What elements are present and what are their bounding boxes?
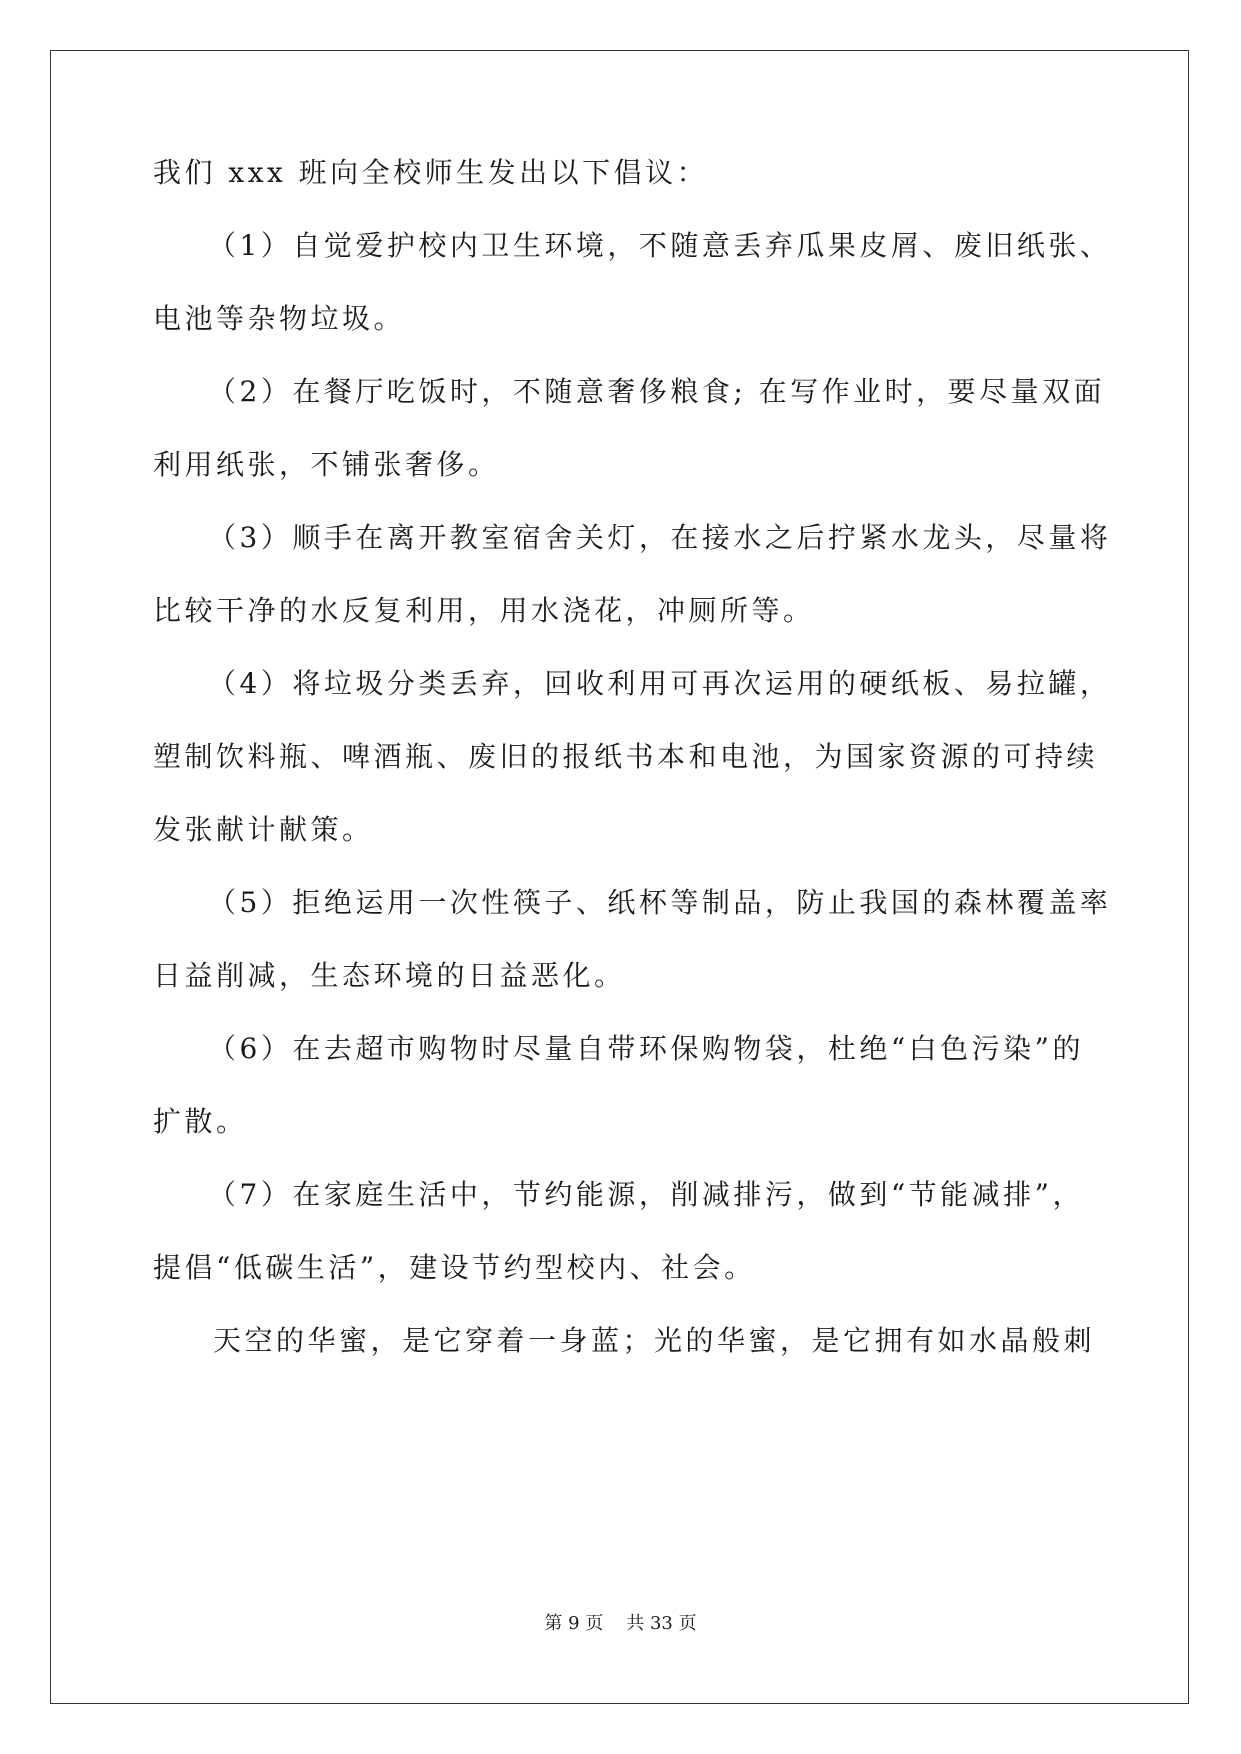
paragraph-line-item-6-cont: 扩散。 (153, 1105, 248, 1138)
paragraph-line-item-4: （4）将垃圾分类丢弃，回收利用可再次运用的硬纸板、易拉罐， (208, 667, 1112, 700)
paragraph-line-closing: 天空的华蜜，是它穿着一身蓝；光的华蜜，是它拥有如水晶般刺 (213, 1324, 1096, 1357)
paragraph-line-item-2-cont: 利用纸张，不铺张奢侈。 (153, 448, 500, 481)
paragraph-line-item-7: （7）在家庭生活中，节约能源，削减排污，做到“节能减排”， (208, 1178, 1084, 1211)
paragraph-line-item-7-cont: 提倡“低碳生活”，建设节约型校内、社会。 (153, 1251, 756, 1284)
paragraph-line-item-2: （2）在餐厅吃饭时，不随意奢侈粮食; 在写作业时，要尽量双面 (208, 375, 1106, 408)
paragraph-line-item-3-cont: 比较干净的水反复利用，用水浇花，冲厕所等。 (153, 594, 815, 627)
paragraph-line-item-6: （6）在去超市购物时尽量自带环保购物袋，杜绝“白色污染”的 (208, 1032, 1084, 1065)
page-number: 第 9 页 (544, 1613, 604, 1634)
page-footer (0, 1612, 1241, 1636)
paragraph-line-item-4-cont-2: 发张献计献策。 (153, 813, 374, 846)
paragraph-line-item-3: （3）顺手在离开教室宿舍关灯，在接水之后拧紧水龙头，尽量将 (208, 521, 1112, 554)
paragraph-line-item-5: （5）拒绝运用一次性筷子、纸杯等制品，防止我国的森林覆盖率 (208, 886, 1112, 919)
paragraph-line-item-5-cont: 日益削减，生态环境的日益恶化。 (153, 959, 626, 992)
paragraph-line-item-4-cont: 塑制饮料瓶、啤酒瓶、废旧的报纸书本和电池，为国家资源的可持续 (153, 740, 1099, 773)
paragraph-line-intro: 我们 xxx 班向全校师生发出以下倡议： (153, 156, 709, 189)
paragraph-line-item-1: （1）自觉爱护校内卫生环境，不随意丢弃瓜果皮屑、废旧纸张、 (208, 229, 1112, 262)
page-total: 共 33 页 (626, 1613, 697, 1634)
paragraph-line-item-1-cont: 电池等杂物垃圾。 (153, 302, 406, 335)
